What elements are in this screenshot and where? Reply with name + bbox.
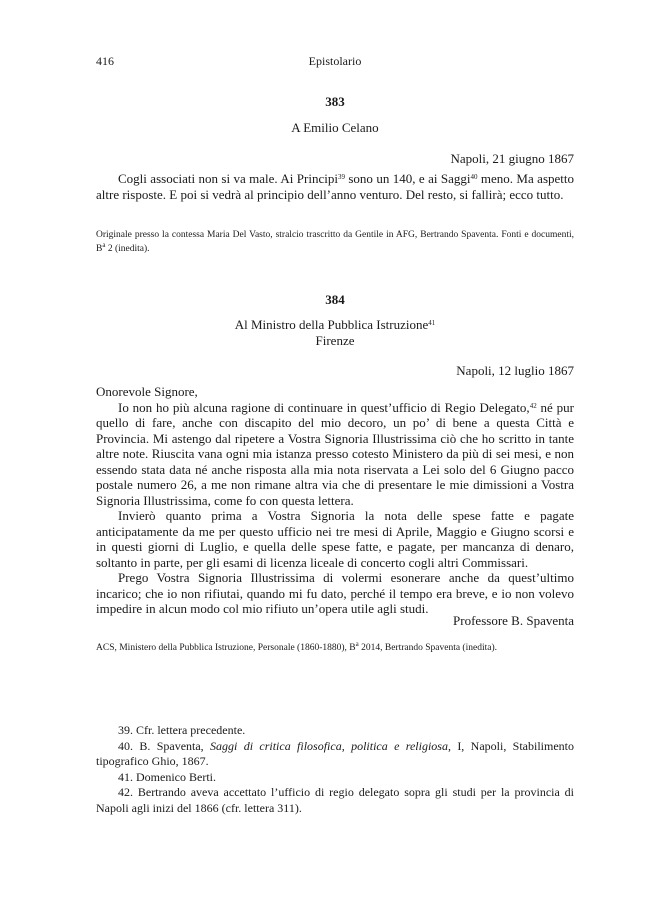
letter-384-place: Firenze: [315, 333, 355, 348]
footnote-ref-41: 41: [428, 319, 436, 327]
footnote-ref-39: 39: [337, 173, 345, 181]
page-number: 416: [96, 54, 114, 68]
letter-384-source-note: ACS, Ministero della Pubblica Istruzione, Personale (1860-1880), $B^a$ 2014, Bertrando Spaventa (inedita).: [96, 640, 497, 653]
letter-384-number: 384: [325, 292, 345, 307]
letter-384-dateline: Napoli, 12 luglio 1867: [456, 363, 574, 378]
letter-384-body: [96, 384, 574, 617]
letter-384-paragraph-3: Prego Vostra Signoria Illustrissima di volermi esonerare anche da quest’ultimo incarico; che io non rifiutai, quando mi fu dato, perché il tempo era breve, e io non volevo impedire in alcun modo col mio rifiuto un’opera utile agli studi.: [96, 570, 574, 616]
letter-384-paragraph-1: Io non ho più alcuna ragione di continuare in quest’ufficio di Regio Delegato,$^{42}$ né pur quello di fare, anche con discapito del mio decoro, un po’ di bene a questa Città e Provincia. Mi astengo dal ripetere a Vostra Signoria Illustrissima ciò che ho scritto in tante altre note. Riuscita vana ogni mia istanza presso cotesto Ministero da più di sei mesi, e non essendo stata data né anche risposta alla mia nota riservata a Lei solo del 6 Giugno pacco postale numero 26, a me non rimane altra via che di presentare le mie dimissioni a Vostra Signoria Illustrissima, come fo con questa lettera.: [96, 399, 574, 508]
letter-383-dateline: Napoli, 21 giugno 1867: [450, 151, 574, 166]
letter-384-signature: Professore B. Spaventa: [453, 613, 574, 628]
footnote-39: 39. Cfr. lettera precedente.: [118, 723, 246, 737]
footnote-ref-42: 42: [529, 401, 537, 410]
footnotes: [96, 723, 574, 816]
footnote-40: 40. B. Spaventa, Saggi di critica filosofica, politica e religiosa, I, Napoli, Stabilimento tipografico Ghio, 1867.: [96, 738, 574, 768]
footnote-ref-40: 40: [470, 173, 478, 181]
footnote-41: 41. Domenico Berti.: [118, 769, 216, 784]
footnote-42: 42. Bertrando aveva accettato l’ufficio di regio delegato sopra gli studi per la provincia di Napoli agli inizi del 1866 (cfr. lettera 311).: [96, 785, 574, 815]
letter-383-source-note: Originale presso la contessa Maria Del Vasto, stralcio trascritto da Gentile in AFG, Bertrando Spaventa. Fonti e documenti, $B^a$ 2 (inedita).: [96, 230, 574, 254]
letter-384-paragraph-2: Invierò quanto prima a Vostra Signoria la nota delle spese fatte e pagate anticipatamente da me per questo ufficio nei tre mesi di Aprile, Maggio e Giugno scorsi e in questi giorni di Luglio, e quella delle spese fatte, e pagate, per mancanza di denaro, soltanto in parte, per gli esami di licenza liceale di concerto cogli altri Commissari.: [96, 508, 574, 570]
letter-383-body: Cogli associati non si va male. Ai Principi$^{39}$ sono un 140, e ai Saggi$^{40}$ meno. Ma aspetto altre risposte. E poi si vedrà al principio dell’anno venturo. Del resto, si fallirà; ecco tutto.: [96, 171, 574, 202]
letter-384-salutation: Onorevole Signore,: [96, 384, 198, 399]
running-title: Epistolario: [308, 54, 362, 68]
letter-383-addressee: A Emilio Celano: [291, 120, 379, 135]
letter-383-number: 383: [325, 94, 345, 109]
letter-384-addressee: Al Ministro della Pubblica Istruzione$^{41}$: [234, 317, 436, 332]
